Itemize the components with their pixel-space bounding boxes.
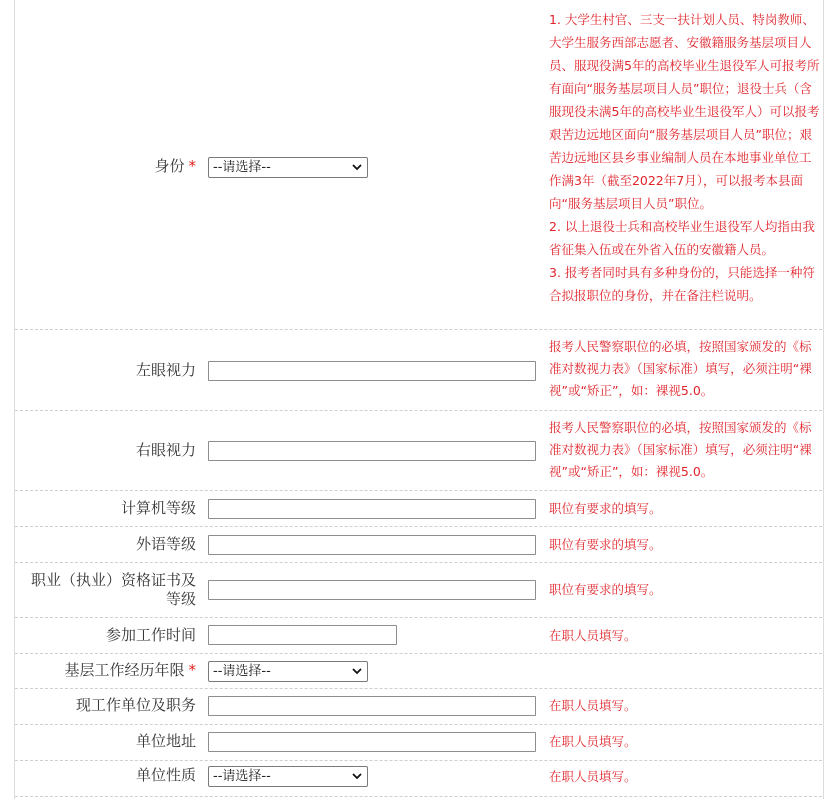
current-employer-input[interactable] bbox=[208, 696, 536, 716]
grassroots-years-label: 基层工作经历年限 * bbox=[64, 661, 196, 679]
computer-level-input[interactable] bbox=[208, 499, 536, 519]
chevron-down-icon bbox=[351, 770, 363, 782]
form-row-left-eye bbox=[15, 330, 822, 411]
form-row-employer-address bbox=[15, 725, 822, 761]
right-eye-hint: 报考人民警察职位的必填，按照国家颁发的《标准对数视力表》（国家标准）填写，必须注明“裸视”或“矫正”，如：裸视5.0。 bbox=[549, 420, 812, 479]
language-level-input[interactable] bbox=[208, 535, 536, 555]
work-start-label: 参加工作时间 bbox=[105, 626, 196, 644]
employer-address-input[interactable] bbox=[208, 732, 536, 752]
language-level-hint: 职位有要求的填写。 bbox=[549, 537, 662, 552]
identity-hint-3: 3. 报考者同时具有多种身份的，只能选择一种符合拟报职位的身份，并在备注栏说明。 bbox=[549, 265, 815, 303]
qualification-label: 职业（执业）资格证书及等级 bbox=[30, 571, 196, 608]
employer-address-hint: 在职人员填写。 bbox=[549, 734, 637, 749]
required-mark: * bbox=[188, 157, 196, 175]
right-eye-label: 右眼视力 bbox=[135, 441, 196, 459]
form-row-identity bbox=[15, 0, 822, 330]
language-level-label: 外语等级 bbox=[135, 535, 196, 553]
form-row-computer-level bbox=[15, 491, 822, 527]
form-row-right-eye bbox=[15, 411, 822, 491]
employer-type-label: 单位性质 bbox=[135, 766, 196, 784]
identity-hint-2: 2. 以上退役士兵和高校毕业生退役军人均指由我省征集入伍或在外省入伍的安徽籍人员。 bbox=[549, 219, 815, 257]
form-row-language-level bbox=[15, 527, 822, 563]
required-mark: * bbox=[188, 661, 196, 679]
form-row-current-employer bbox=[15, 689, 822, 725]
identity-hint-1: 1. 大学生村官、三支一扶计划人员、特岗教师、大学生服务西部志愿者、安徽籍服务基层项目人员、服现役满5年的高校毕业生退役军人可报考所有面向“服务基层项目人员”职位；退役士兵（含服现役未满5年的高校毕业生退役军人）可以报考艰苦边远地区面向“服务基层项目人员”职位；艰苦边远地区县乡事业编制人员在本地事业单位工作满3年（截至2022年7月），可以报考本县面向“服务基层项目人员”职位。 bbox=[549, 12, 820, 211]
identity-label: 身份 * bbox=[154, 157, 196, 175]
computer-level-hint: 职位有要求的填写。 bbox=[549, 501, 662, 516]
grassroots-years-select[interactable]: --请选择-- bbox=[208, 661, 368, 682]
form-row-employer-type bbox=[15, 761, 822, 797]
left-eye-hint: 报考人民警察职位的必填，按照国家颁发的《标准对数视力表》（国家标准）填写，必须注明“裸视”或“矫正”，如：裸视5.0。 bbox=[549, 339, 812, 398]
employer-type-select[interactable]: --请选择-- bbox=[208, 766, 368, 787]
chevron-down-icon bbox=[351, 665, 363, 677]
left-eye-label: 左眼视力 bbox=[135, 361, 196, 379]
employer-address-label: 单位地址 bbox=[135, 732, 196, 750]
qualification-input[interactable] bbox=[208, 580, 536, 600]
identity-hint bbox=[549, 8, 821, 307]
form-row-qualification bbox=[15, 563, 822, 618]
current-employer-label: 现工作单位及职务 bbox=[75, 696, 196, 714]
form-row-grassroots-years bbox=[15, 654, 822, 689]
current-employer-hint: 在职人员填写。 bbox=[549, 698, 637, 713]
form-row-work-start bbox=[15, 618, 822, 654]
computer-level-label: 计算机等级 bbox=[120, 499, 196, 517]
work-start-hint: 在职人员填写。 bbox=[549, 628, 637, 643]
chevron-down-icon bbox=[351, 161, 363, 173]
right-eye-input[interactable] bbox=[208, 441, 536, 461]
qualification-hint: 职位有要求的填写。 bbox=[549, 582, 662, 597]
left-eye-input[interactable] bbox=[208, 361, 536, 381]
work-start-input[interactable] bbox=[208, 625, 397, 645]
employer-type-hint: 在职人员填写。 bbox=[549, 769, 637, 784]
identity-select[interactable]: --请选择-- bbox=[208, 157, 368, 178]
